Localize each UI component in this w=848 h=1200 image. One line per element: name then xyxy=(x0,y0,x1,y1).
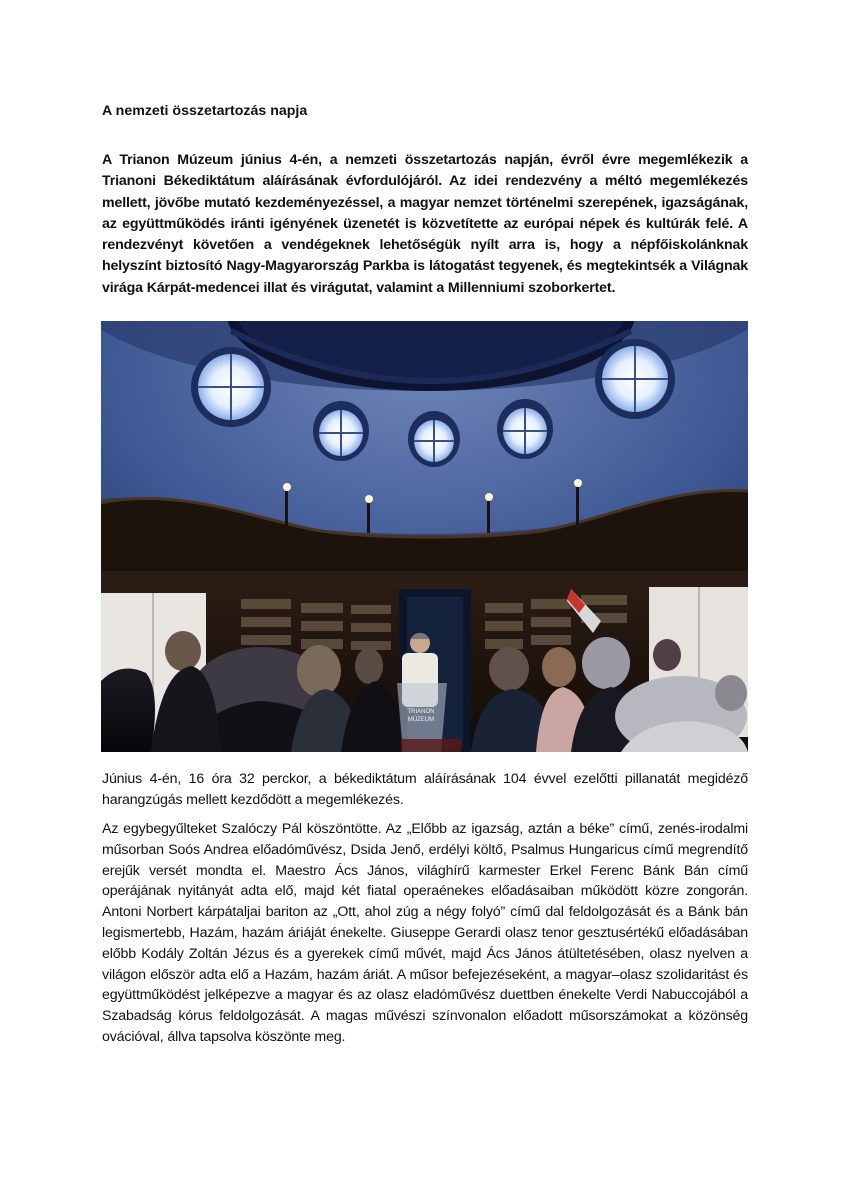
podium-label-line2: MÚZEUM xyxy=(407,717,435,723)
event-photo xyxy=(101,321,748,752)
window xyxy=(408,411,460,467)
paragraph-2: Az egybegyűlteket Szalóczy Pál köszöntötte. Az „Előbb az igazság, aztán a béke” című, zenés-irodalmi műsorban Soós Andrea előadóművész, Dsida Jenő, erdélyi költő, Psalmus Hungaricus című megrendítő erejűk versét mondta el. Maestro Ács János, világhírű karmester Erkel Ferenc Bánk Bán című operájának nyitányát adta elő, majd két fiatal operaénekes előadásaiban működött közre zongorán. Antoni Norbert kárpátaljai bariton az „Ott, ahol zúg a négy folyó” című dal feldolgozását és a Bánk bán legismertebb, Hazám, hazám áriáját énekelte. Giuseppe Gerardi olasz tenor gesztusértékű előadásában előbb Kodály Zoltán Jézus és a gyerekek című művét, majd Ács János átültetésében, olasz nyelven a világon először adta elő a Hazám, hazám áriát. A műsor befejezéseként, a magyar–olasz szolidaritást és együttműködést jelképezve a magyar és az olasz eladóművész duettben énekelte Verdi Nabuccojából a Szabadság kórus feldolgozását. A magas művészi színvonalon előadott műsorszámokat a közönség ovációval, állva tapsolva köszönte meg. xyxy=(102,821,748,1045)
lead-paragraph: A Trianon Múzeum június 4-én, a nemzeti összetartozás napján, évről évre megemlékezik a Trianoni Békediktátum aláírásának évfordulójáról. Az idei rendezvény a méltó megemlékezés mellett, jövőbe mutató kezdeményezéssel, a magyar nemzet történelmi szerepének, igazságának, az együttműködés iránti igényének üzenetét is közvetítette az európai népek és kultúrák felé. A rendezvényt követően a vendégeknek lehetőségük nyílt arra is, hogy a népfőiskolánknak helyszínt biztosító Nagy-Magyarország Parkba is látogatást tegyenek, és megtekintsék a Világnak virága Kárpát-medencei illat és virágutat, valamint a Millenniumi szoborkertet. xyxy=(102,152,748,296)
document-title: A nemzeti összetartozás napja xyxy=(102,103,308,119)
podium-label-line1: TRIANON xyxy=(407,709,435,715)
paragraph-1: Június 4-én, 16 óra 32 perckor, a békediktátum aláírásának 104 évvel ezelőtti pillanatát megidéző harangzúgás mellett kezdődött a megemlékezés. xyxy=(102,771,748,808)
window xyxy=(191,347,271,427)
window xyxy=(313,401,369,461)
window xyxy=(595,339,675,419)
window xyxy=(497,399,553,459)
